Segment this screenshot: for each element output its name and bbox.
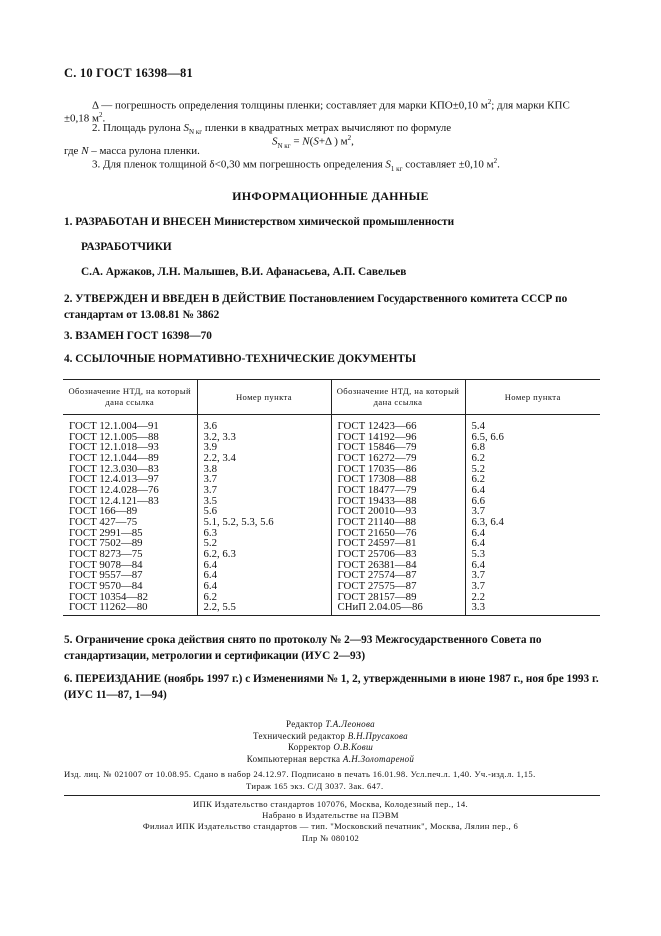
table-cell: 5.1, 5.2, 5.3, 5.6 [203, 515, 274, 528]
table-cell: ГОСТ 21650—76 [337, 526, 417, 539]
table-cell: ГОСТ 12.1.005—88 [69, 430, 159, 443]
table-cell: ГОСТ 12.1.004—91 [69, 420, 159, 432]
note-delta: Δ — погрешность определения толщины пленки; составляет для марки КПО±0,10 $м^2$; для марки КПС [92, 98, 570, 112]
table-cell: ГОСТ 166—89 [69, 505, 138, 518]
table-body-row [63, 415, 600, 616]
section-5: 5. Ограничение срока действия снято по протоколу № 2—93 Межгосударственного Совета по стандартизации, метрологии и сертификации (ИУС 2—93) [64, 634, 542, 662]
table-cell: 6.5, 6.6 [471, 430, 504, 443]
table-cell: 6.2 [471, 473, 485, 486]
table-cell: 6.4 [471, 537, 485, 550]
table-cell: СНиП 2.04.05—86 [337, 601, 423, 614]
table-cell: 5.3 [471, 547, 485, 560]
table-cell: ГОСТ 12.1.044—89 [69, 451, 159, 464]
table-cell: ГОСТ 21140—88 [337, 515, 417, 528]
credit-tech-editor: Технический редактор В.Н.Прусакова [253, 730, 408, 741]
table-cell: ГОСТ 2991—85 [69, 526, 143, 539]
table-cell: 5.4 [471, 420, 485, 432]
header-doc-right: Обозначение НТД, на который дана ссылка [331, 380, 465, 415]
table-cell: ГОСТ 7502—89 [69, 537, 143, 550]
left-docs-column [63, 415, 197, 616]
table-cell: 3.5 [203, 494, 217, 507]
table-cell: 6.8 [471, 441, 485, 454]
page-header: С. 10 ГОСТ 16398—81 [64, 66, 193, 80]
credit-layout: Компьютерная верстка А.Н.Золотареной [246, 753, 415, 764]
note-thin-films: 3. Для пленок толщиной δ<0,30 мм погрешность определения $S_{1 кг}$ составляет ±0,10 $м^2$. [92, 157, 500, 173]
table-cell: 5.6 [203, 505, 217, 518]
table-cell: ГОСТ 12.4.028—76 [69, 483, 159, 496]
table-cell: 3.9 [203, 441, 217, 454]
table-cell: ГОСТ 20010—93 [337, 505, 417, 518]
table-cell: ГОСТ 12.1.018—93 [69, 441, 159, 454]
header-point-right: Номер пункта [465, 380, 600, 415]
note-delta-cont: ±0,18 $м^2$. [64, 111, 106, 125]
developers-heading: РАЗРАБОТЧИКИ [81, 241, 172, 253]
references-table [63, 379, 600, 616]
table-cell: ГОСТ 12.4.121—83 [69, 494, 159, 507]
publisher-line-4: Плр № 080102 [301, 832, 360, 843]
publisher-block [0, 799, 661, 844]
table-cell: ГОСТ 8273—75 [69, 547, 143, 560]
table-cell: 6.4 [471, 526, 485, 539]
table-cell: 2.2 [471, 590, 485, 603]
table-cell: ГОСТ 11262—80 [69, 601, 148, 614]
section-1: 1. РАЗРАБОТАН И ВНЕСЕН Министерством химической промышленности [64, 216, 455, 228]
note-area: 2. Площадь рулона $S_{N кг}$ пленки в квадратных метрах вычисляют по формуле [92, 122, 452, 137]
table-cell: ГОСТ 27574—87 [337, 569, 417, 582]
note-mass: где N – масса рулона пленки. [64, 145, 200, 157]
table-cell: 3.8 [203, 462, 217, 475]
section-title: ИНФОРМАЦИОННЫЕ ДАННЫЕ [232, 189, 429, 203]
table-cell: ГОСТ 27575—87 [337, 579, 417, 592]
section-2: 2. УТВЕРЖДЕН И ВВЕДЕН В ДЕЙСТВИЕ Постановлением Государственного комитета СССР по стандартам от 13.08.81 № 3862 [64, 293, 568, 321]
publisher-line-1: ИПК Издательство стандартов 107076, Москва, Колодезный пер., 14. [192, 799, 469, 809]
section-6: 6. ПЕРЕИЗДАНИЕ (ноябрь 1997 г.) с Изменениями № 1, 2, утвержденными в июне 1987 г., ноя бре 1993 г. (ИУС 11—87, 1—94) [64, 673, 599, 701]
header-point-left: Номер пункта [197, 380, 331, 415]
table-cell: ГОСТ 9557—87 [69, 569, 143, 582]
table-cell: 6.2 [203, 590, 217, 603]
table-cell: ГОСТ 18477—79 [337, 483, 417, 496]
table-cell: 5.2 [471, 462, 485, 475]
table-cell: 3.2, 3.3 [203, 430, 236, 443]
table-cell: 6.2, 6.3 [203, 547, 236, 560]
table-cell: 6.6 [471, 494, 485, 507]
table-cell: 2.2, 3.4 [203, 451, 236, 464]
table-header-row [63, 380, 600, 415]
table-cell: ГОСТ 10354—82 [69, 590, 148, 603]
table-cell: 6.4 [471, 483, 485, 496]
table-cell: 6.4 [203, 569, 217, 582]
table-cell: 6.3, 6.4 [471, 515, 504, 528]
area-formula: $S_{N кг} = N(S+\Delta$ ) $м^2$, [272, 134, 354, 150]
table-cell: ГОСТ 12423—66 [337, 420, 417, 432]
table-cell: 3.6 [203, 420, 217, 432]
table-cell: 6.4 [203, 579, 217, 592]
credits-block [0, 719, 661, 765]
credit-editor: Редактор Т.А.Леонова [286, 719, 375, 729]
table-cell: 6.4 [471, 558, 485, 571]
section-3: 3. ВЗАМЕН ГОСТ 16398—70 [64, 330, 212, 342]
table-cell: ГОСТ 14192—96 [337, 430, 417, 443]
table-cell: ГОСТ 12.3.030—83 [69, 462, 159, 475]
table-cell: 6.4 [203, 558, 217, 571]
right-points-column [465, 415, 600, 616]
table-cell: 5.2 [203, 537, 217, 550]
divider-rule [64, 795, 600, 796]
table-cell: ГОСТ 19433—88 [337, 494, 417, 507]
table-cell: 6.2 [471, 451, 485, 464]
right-docs-column [331, 415, 465, 616]
table-cell: ГОСТ 17035—86 [337, 462, 417, 475]
left-points-column [197, 415, 331, 616]
table-cell: ГОСТ 26381—84 [337, 558, 417, 571]
developers-list: С.А. Аржаков, Л.Н. Малышев, В.И. Афанасьева, А.П. Савельев [81, 266, 407, 278]
table-cell: ГОСТ 16272—79 [337, 451, 417, 464]
publisher-line-3: Филиал ИПК Издательство стандартов — тип. "Московский печатник", Москва, Лялин пер., 6 [142, 821, 519, 832]
table-cell: ГОСТ 17308—88 [337, 473, 417, 486]
table-cell: ГОСТ 25706—83 [337, 547, 417, 560]
print-info-line-2: Тираж 165 экз. С/Д 3037. Зак. 647. [246, 781, 384, 791]
table-cell: ГОСТ 15846—79 [337, 441, 417, 454]
table-cell: 3.7 [203, 473, 217, 486]
table-cell: ГОСТ 427—75 [69, 515, 138, 528]
table-cell: 3.7 [471, 579, 485, 592]
print-info-line-1: Изд. лиц. № 021007 от 10.08.95. Сдано в набор 24.12.97. Подписано в печать 16.01.98. Усл.печ.л. 1,40. Уч.-изд.л. 1,15. [64, 769, 536, 779]
table-cell: ГОСТ 9078—84 [69, 558, 143, 571]
table-cell: ГОСТ 12.4.013—97 [69, 473, 159, 486]
table-cell: ГОСТ 28157—89 [337, 590, 417, 603]
table-cell: 3.7 [203, 483, 217, 496]
credit-corrector: Корректор О.В.Ковш [287, 742, 374, 752]
table-cell: ГОСТ 9570—84 [69, 579, 143, 592]
table-cell: 3.3 [471, 601, 485, 614]
table-cell: ГОСТ 24597—81 [337, 537, 417, 550]
table-cell: 3.7 [471, 569, 485, 582]
publisher-line-2: Набрано в Издательстве на ПЭВМ [262, 810, 399, 821]
section-4: 4. ССЫЛОЧНЫЕ НОРМАТИВНО-ТЕХНИЧЕСКИЕ ДОКУМЕНТЫ [64, 353, 416, 365]
table-cell: 2.2, 5.5 [203, 601, 236, 614]
table-cell: 6.3 [203, 526, 217, 539]
table-cell: 3.7 [471, 505, 485, 518]
header-doc-left: Обозначение НТД, на который дана ссылка [63, 380, 197, 415]
